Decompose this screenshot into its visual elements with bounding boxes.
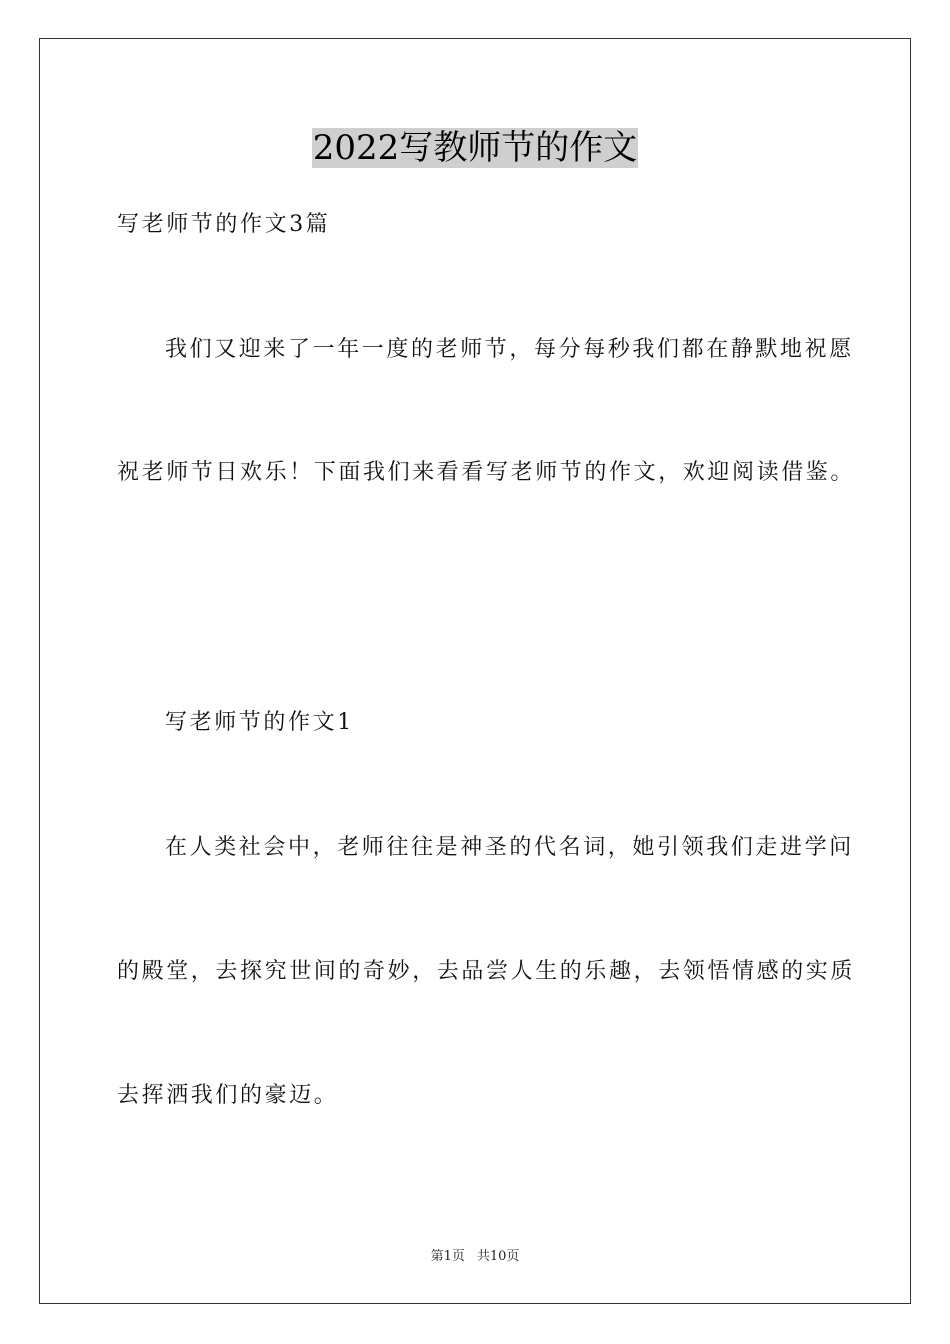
- page-total: 共10页: [476, 1249, 520, 1264]
- page-footer: [0, 1248, 950, 1266]
- title-container: [0, 128, 950, 168]
- section-heading: 写老师节的作文1: [165, 710, 354, 735]
- section-paragraph-line: 去挥洒我们的豪迈。: [117, 1083, 339, 1108]
- intro-paragraph-line: 祝老师节日欢乐！下面我们来看看写老师节的作文，欢迎阅读借鉴。: [117, 460, 856, 485]
- intro-paragraph-line: 我们又迎来了一年一度的老师节，每分每秒我们都在静默地祝愿: [165, 337, 854, 362]
- section-paragraph-line: 的殿堂，去探究世间的奇妙，去品尝人生的乐趣，去领悟情感的实质: [117, 959, 856, 984]
- document-subtitle: 写老师节的作文3篇: [117, 212, 331, 237]
- document-title: 2022写教师节的作文: [312, 128, 638, 168]
- section-paragraph-line: 在人类社会中，老师往往是神圣的代名词，她引领我们走进学问: [165, 835, 854, 860]
- page-number: 第1页: [430, 1249, 465, 1264]
